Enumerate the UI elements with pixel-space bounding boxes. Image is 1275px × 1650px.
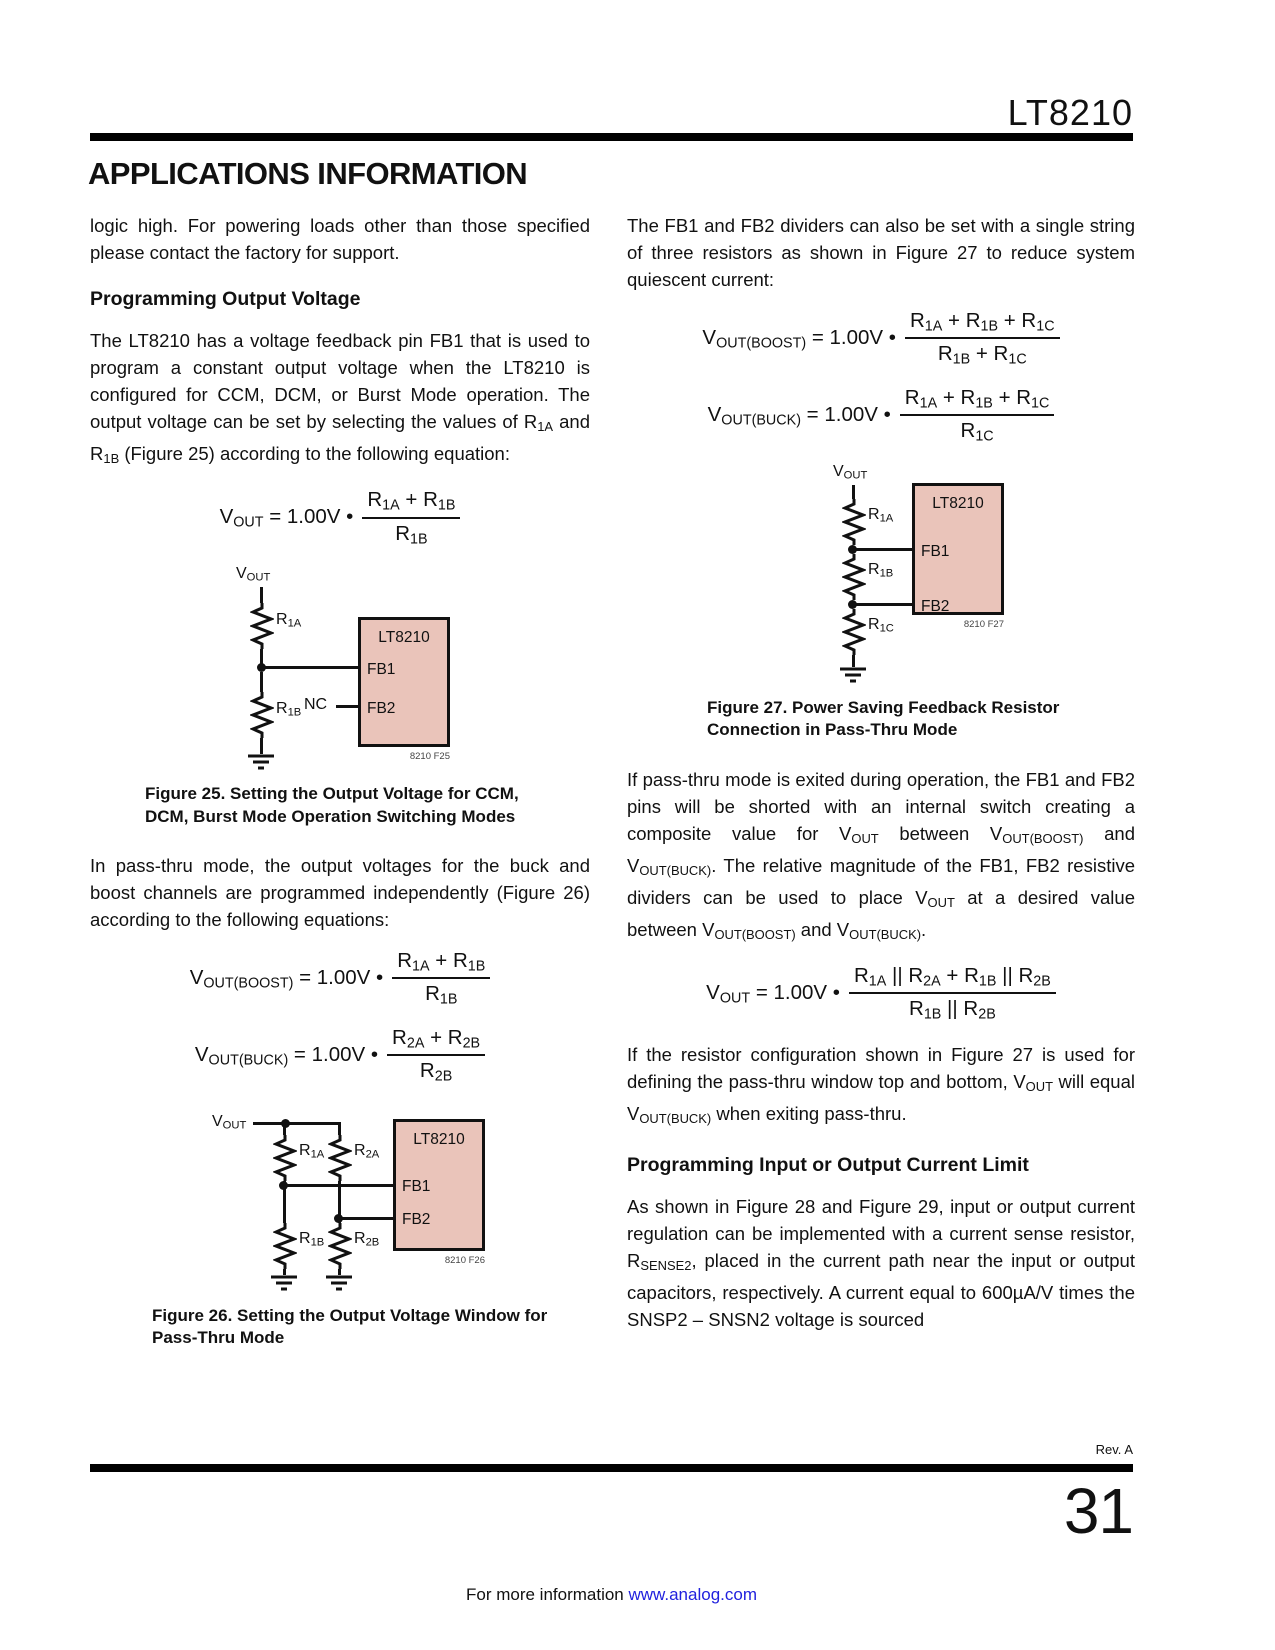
resistor-r1b-zigzag xyxy=(842,554,866,600)
resistor-r2a-zigzag xyxy=(328,1135,352,1181)
figure-27-circuit xyxy=(627,463,1135,691)
page-title: APPLICATIONS INFORMATION xyxy=(88,156,528,191)
fraction-denominator: $R_{1B} + R_{1C}$ xyxy=(937,342,1027,368)
figure-26-caption: Figure 26. Setting the Output Voltage Window for Pass-Thru Mode xyxy=(152,1305,548,1348)
equation-lhs: $V_{OUT(BUCK)} = 1.00V$ • xyxy=(707,402,891,429)
fraction-numerator: $R_{1A} + R_{1B} + R_{1C}$ xyxy=(905,309,1060,339)
fraction-denominator: $R_{1B}$ || $R_{2B}$ xyxy=(909,997,996,1023)
lt8210-chip xyxy=(393,1119,485,1251)
wire xyxy=(283,1188,286,1223)
wire xyxy=(283,1124,286,1135)
equation-vout-buck xyxy=(627,386,1135,445)
chip-label: LT8210 xyxy=(932,494,984,512)
paragraph: If the resistor configuration shown in Figure 27 is used for defining the pass-thru window top and bottom, $V_{OUT}$ will equal $V_{OUT(BUCK)}$ when exiting pass-thru. xyxy=(627,1043,1135,1127)
part-number: LT8210 xyxy=(1007,92,1133,133)
fraction xyxy=(362,488,460,547)
resistor-r1a-zigzag xyxy=(842,499,866,545)
figure-ref: 8210 F25 xyxy=(409,751,450,763)
r1a-label: $R_{1A}$ xyxy=(299,1141,325,1161)
ground-symbol xyxy=(839,667,867,684)
vout-label: $V_{OUT}$ xyxy=(212,1112,247,1132)
wire xyxy=(260,587,263,603)
section-heading: Programming Input or Output Current Limit xyxy=(627,1154,1029,1177)
wire xyxy=(852,485,855,499)
figure-ref: 8210 F26 xyxy=(444,1254,485,1266)
pin-fb1: FB1 xyxy=(402,1177,431,1195)
r1c-label: $R_{1C}$ xyxy=(868,615,894,635)
equation-lhs: $V_{OUT(BUCK)} = 1.00V$ • xyxy=(194,1042,379,1068)
equation-vout-composite xyxy=(627,964,1135,1023)
resistor-r1a-zigzag xyxy=(250,603,274,649)
vout-label: $V_{OUT}$ xyxy=(236,565,271,584)
footer-info-text: For more information xyxy=(465,1585,629,1604)
footer-rule xyxy=(90,1464,1133,1472)
figure-25-circuit xyxy=(90,565,590,777)
paragraph: As shown in Figure 28 and Figure 29, input or output current regulation can be implemented with a current sense resistor, $R_{SENSE2}$, placed in the current path near the input or output capacitors, respectively. A current equal to 600µA/V times the SNSP2 – SNSN2 voltage is sourced xyxy=(627,1196,1135,1331)
wire-rail xyxy=(253,1122,341,1125)
equation-lhs: $V_{OUT(BOOST)} = 1.00V$ • xyxy=(189,965,384,992)
fraction xyxy=(905,309,1060,368)
fraction-denominator: $R_{2B}$ xyxy=(419,1059,453,1085)
vout-label: $V_{OUT}$ xyxy=(833,462,868,482)
pin-fb1: FB1 xyxy=(921,542,950,560)
fraction-numerator: $R_{1A} + R_{1B} + R_{1C}$ xyxy=(900,386,1055,416)
equation-vout-boost xyxy=(90,949,590,1008)
left-column xyxy=(90,212,590,1374)
footer-info xyxy=(90,1585,1133,1605)
wire-fb2 xyxy=(854,603,912,606)
equation-vout-buck xyxy=(90,1026,590,1085)
wire-nc xyxy=(336,705,358,708)
pin-fb1: FB1 xyxy=(367,661,396,679)
fraction-numerator: $R_{1A} + R_{1B}$ xyxy=(392,949,490,979)
r2a-label: $R_{2A}$ xyxy=(354,1141,380,1161)
r1b-label: $R_{1B}$ xyxy=(299,1229,325,1249)
fraction xyxy=(900,386,1055,445)
paragraph: logic high. For powering loads other than those specified please contact the factory for support. xyxy=(90,215,590,263)
wire xyxy=(852,655,855,667)
wire xyxy=(260,672,263,692)
paragraph: The FB1 and FB2 dividers can also be set with a single string of three resistors as shown in Figure 27 to reduce system quiescent current: xyxy=(627,215,1135,290)
chip-label: LT8210 xyxy=(413,1130,465,1148)
lt8210-chip xyxy=(358,617,450,747)
ground-symbol xyxy=(325,1275,353,1292)
figure-26-circuit xyxy=(90,1103,590,1299)
r1b-label: $R_{1B}$ xyxy=(276,700,302,719)
resistor-r1b-zigzag xyxy=(250,692,274,738)
figure-25-caption: Figure 25. Setting the Output Voltage for CCM, DCM, Burst Mode Operation Switching Modes xyxy=(145,784,519,826)
fraction xyxy=(849,964,1056,1023)
fraction-denominator: $R_{1B}$ xyxy=(395,521,428,548)
equation-lhs: $V_{OUT(BOOST)} = 1.00V$ • xyxy=(702,325,896,352)
resistor-r1a-zigzag xyxy=(273,1135,297,1181)
section-heading: Programming Output Voltage xyxy=(90,288,361,310)
fraction-denominator: $R_{1C}$ xyxy=(960,419,994,445)
chip-label: LT8210 xyxy=(378,629,430,647)
r2b-label: $R_{2B}$ xyxy=(354,1229,380,1249)
page-number: 31 xyxy=(1063,1475,1133,1547)
paragraph: The LT8210 has a voltage feedback pin FB1 that is used to program a constant output voltage when the LT8210 is configured for CCM, DCM, or Burst Mode operation. The output voltage can be set by selecting the values of $R_{1A}$ and $R_{1B}$ (Figure 25) according to the following equation: xyxy=(90,330,590,467)
nc-label: NC xyxy=(304,696,328,714)
resistor-r2b-zigzag xyxy=(328,1223,352,1269)
equation-lhs: $V_{OUT} = 1.00V$ • xyxy=(219,504,354,531)
wire xyxy=(260,738,263,754)
right-column xyxy=(627,212,1135,1355)
fraction-denominator: $R_{1B}$ xyxy=(425,982,458,1008)
equation-vout xyxy=(90,488,590,547)
pin-fb2: FB2 xyxy=(367,700,396,718)
revision-label: Rev. A xyxy=(1095,1442,1133,1457)
fraction-numerator: $R_{1A} + R_{1B}$ xyxy=(362,488,460,518)
equation-lhs: $V_{OUT} = 1.00V$ • xyxy=(706,980,840,1007)
paragraph: In pass-thru mode, the output voltages for the buck and boost channels are programmed independently (Figure 26) according to the following equations: xyxy=(90,854,590,930)
resistor-r1c-zigzag xyxy=(842,609,866,655)
figure-27-caption: Figure 27. Power Saving Feedback Resistor Connection in Pass-Thru Mode xyxy=(707,697,1060,740)
ground-symbol xyxy=(247,754,275,771)
pin-fb2: FB2 xyxy=(402,1210,431,1228)
r1a-label: $R_{1A}$ xyxy=(276,611,302,630)
header-rule xyxy=(90,133,1133,141)
equation-vout-boost xyxy=(627,309,1135,368)
figure-ref: 8210 F27 xyxy=(963,618,1004,630)
lt8210-chip xyxy=(912,483,1004,615)
wire-fb1 xyxy=(854,548,912,551)
resistor-r1b-zigzag xyxy=(273,1223,297,1269)
analog-link[interactable]: www.analog.com xyxy=(628,1585,757,1604)
paragraph: If pass-thru mode is exited during operation, the FB1 and FB2 pins will be shorted with an internal switch creating a composite value for $V_{OUT}$ between $V_{OUT(BOOST)}$ and $V_{OUT(BUCK)}$. The relative magnitude of the FB1, FB2 resistive dividers can be used to place $V_{OUT}$ at a desired value between $V_{OUT(BOOST)}$ and $V_{OUT(BUCK)}$. xyxy=(627,768,1135,942)
ground-symbol xyxy=(270,1275,298,1292)
wire-fb2 xyxy=(340,1217,393,1220)
fraction xyxy=(387,1026,485,1085)
fraction-numerator: $R_{2A} + R_{2B}$ xyxy=(387,1026,485,1056)
wire xyxy=(338,1124,341,1135)
fraction-numerator: $R_{1A}$ || $R_{2A} + R_{1B}$ || $R_{2B}$ xyxy=(849,964,1056,994)
r1b-label: $R_{1B}$ xyxy=(868,560,894,580)
r1a-label: $R_{1A}$ xyxy=(868,505,894,525)
fraction xyxy=(392,949,490,1008)
wire-fb1 xyxy=(262,666,358,669)
pin-fb2: FB2 xyxy=(921,597,950,615)
